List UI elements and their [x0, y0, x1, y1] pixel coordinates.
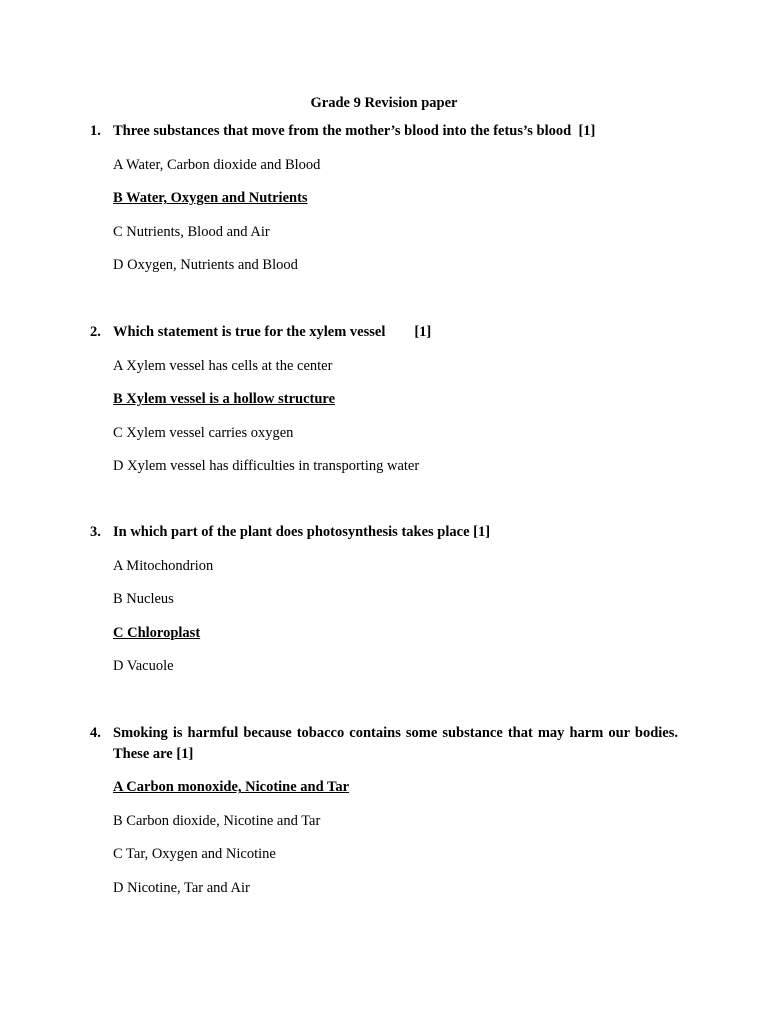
- question-header: [90, 322, 678, 343]
- question-header: [90, 723, 678, 764]
- question-text: Three substances that move from the mother’s blood into the fetus’s blood [1]: [113, 123, 596, 139]
- question-1: [90, 121, 678, 275]
- option-d: D Nicotine, Tar and Air: [113, 879, 250, 896]
- option-b-correct: B Water, Oxygen and Nutrients: [113, 190, 308, 207]
- option-d: D Oxygen, Nutrients and Blood: [113, 257, 298, 274]
- option-b: B Nucleus: [113, 591, 174, 608]
- question-text: In which part of the plant does photosynthesis takes place [1]: [113, 524, 491, 540]
- question-number: 4.: [90, 725, 101, 741]
- option-c: C Tar, Oxygen and Nicotine: [113, 846, 276, 863]
- option-b: B Carbon dioxide, Nicotine and Tar: [113, 812, 321, 829]
- option-a-correct: A Carbon monoxide, Nicotine and Tar: [113, 779, 350, 796]
- question-header: [90, 121, 678, 142]
- question-3: [90, 522, 678, 676]
- question-number: 1.: [90, 123, 101, 139]
- question-2: [90, 322, 678, 476]
- question-header: [90, 522, 678, 543]
- page-title: Grade 9 Revision paper: [310, 95, 458, 111]
- question-number: 3.: [90, 524, 101, 540]
- option-a: A Xylem vessel has cells at the center: [113, 357, 333, 374]
- question-text: Smoking is harmful because tobacco contains some substance that may harm our bodies. These are [1]: [113, 725, 678, 762]
- option-b-correct: B Xylem vessel is a hollow structure: [113, 391, 336, 408]
- option-c: C Xylem vessel carries oxygen: [113, 424, 294, 441]
- option-c-correct: C Chloroplast: [113, 624, 201, 641]
- option-c: C Nutrients, Blood and Air: [113, 223, 270, 240]
- option-a: A Mitochondrion: [113, 557, 214, 574]
- question-text: Which statement is true for the xylem vessel [1]: [113, 324, 432, 340]
- option-d: D Vacuole: [113, 658, 174, 675]
- option-d: D Xylem vessel has difficulties in transporting water: [113, 458, 420, 475]
- option-a: A Water, Carbon dioxide and Blood: [113, 156, 321, 173]
- question-4: [90, 723, 678, 898]
- question-number: 2.: [90, 324, 101, 340]
